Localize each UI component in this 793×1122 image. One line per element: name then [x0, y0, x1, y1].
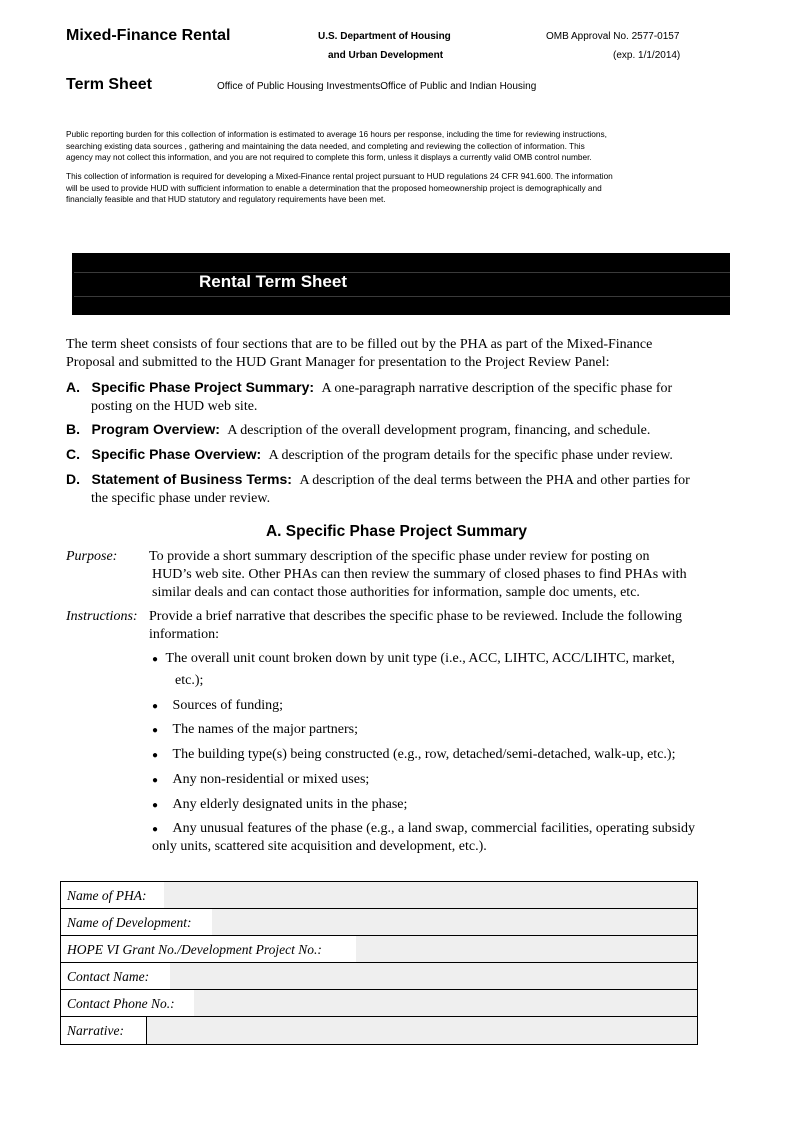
purpose-notice-line: will be used to provide HUD with sufficient information to enable a determination that the proposed homeownership project is demographically and — [66, 182, 602, 193]
bullet-item: ● Any elderly designated units in the phase; — [152, 797, 408, 812]
bullet-icon: ● — [152, 800, 159, 811]
project-info-form — [60, 881, 698, 1045]
narrative-label: Narrative: — [61, 1017, 124, 1044]
bullet-icon: ● — [152, 824, 159, 835]
section-item-a — [66, 378, 746, 416]
banner-title: Rental Term Sheet — [199, 272, 348, 291]
section-letter: C. — [66, 446, 80, 462]
section-label: Statement of Business Terms: — [91, 471, 292, 487]
bullet-icon: ● — [152, 750, 159, 761]
development-name-label: Name of Development: — [61, 909, 191, 935]
form-title-line2: Term Sheet — [66, 76, 152, 93]
bullet-item: ● Any unusual features of the phase (e.g., a land swap, commercial facilities, operating subsidy — [152, 821, 696, 836]
section-letter: A. — [66, 379, 80, 395]
pha-name-label: Name of PHA: — [61, 882, 146, 908]
burden-notice-line: Public reporting burden for this collection of information is estimated to average 16 hours per response, including the time for reviewing instructions, — [66, 129, 607, 139]
section-letter: D. — [66, 471, 80, 487]
purpose-text — [149, 548, 650, 566]
form-row-contact-phone — [61, 990, 697, 1017]
form-row-narrative — [61, 1017, 697, 1044]
section-description-cont: posting on the HUD web site. — [91, 399, 258, 414]
development-name-input[interactable] — [212, 909, 697, 935]
section-description-cont: the specific phase under review. — [91, 491, 271, 506]
section-description: A description of the deal terms between the PHA and other parties for — [299, 473, 690, 488]
contact-phone-label: Contact Phone No.: — [61, 990, 175, 1016]
bullet-icon: ● — [152, 654, 159, 665]
bullet-item: ● The building type(s) being constructed (e.g., row, detached/semi-detached, walk-up, etc.); — [152, 747, 676, 762]
purpose-notice-line: This collection of information is required for developing a Mixed-Finance rental project pursuant to HUD regulations 24 CFR 941.600. The information — [66, 171, 613, 181]
intro-line: The term sheet consists of four sections that are to be filled out by the PHA as part of the Mixed-Finance — [66, 337, 653, 352]
section-item-b — [66, 420, 746, 440]
section-item-c — [66, 445, 746, 465]
section-label: Program Overview: — [91, 421, 220, 437]
department-line1: U.S. Department of Housing — [318, 31, 451, 42]
banner-divider — [74, 272, 730, 273]
instructions-text — [149, 608, 682, 644]
instructions-label: Instructions: — [66, 609, 138, 624]
bullet-icon: ● — [152, 725, 159, 736]
grant-number-input[interactable] — [356, 936, 697, 962]
pha-name-input[interactable] — [164, 882, 697, 908]
bullet-item: ● The overall unit count broken down by unit type (i.e., ACC, LIHTC, ACC/LIHTC, market, — [152, 651, 675, 666]
expiration-date: (exp. 1/1/2014) — [613, 50, 681, 61]
contact-name-label: Contact Name: — [61, 963, 149, 989]
section-label: Specific Phase Project Summary: — [91, 379, 315, 395]
form-title-line1: Mixed-Finance Rental — [66, 27, 231, 44]
purpose-label: Purpose: — [66, 549, 118, 564]
burden-notice-line: searching existing data sources , gathering and maintaining the data needed, and completing and reviewing the collection of information. This — [66, 140, 585, 151]
purpose-line: similar deals and can contact those authorities for information, sample doc uments, etc. — [152, 585, 640, 600]
grant-number-label: HOPE VI Grant No./Development Project No.: — [61, 936, 322, 962]
purpose-notice — [66, 171, 728, 206]
contact-phone-input[interactable] — [194, 990, 697, 1016]
contact-name-input[interactable] — [170, 963, 697, 989]
omb-approval: OMB Approval No. 2577-0157 — [546, 31, 680, 42]
section-description: A description of the overall development program, financing, and schedule. — [227, 423, 651, 438]
purpose-line: To provide a short summary description of the specific phase under review for posting on — [149, 549, 650, 564]
bullet-item: ● Sources of funding; — [152, 698, 283, 713]
section-description: A one-paragraph narrative description of the specific phase for — [321, 381, 673, 396]
burden-notice-line: agency may not collect this information, and you are not required to complete this form, unless it displays a currently valid OMB control number. — [66, 152, 592, 163]
purpose-line: HUD’s web site. Other PHAs can then review the summary of closed phases to find PHAs with — [152, 567, 687, 582]
instructions-line: Provide a brief narrative that describes the specific phase to be reviewed. Include the following — [149, 609, 682, 624]
purpose-notice-line: financially feasible and that HUD statutory and regulatory requirements have been met. — [66, 194, 386, 205]
section-letter: B. — [66, 421, 80, 437]
bullet-item-cont: only units, scattered site acquisition and development, etc.). — [152, 839, 487, 854]
section-label: Specific Phase Overview: — [91, 446, 262, 462]
instructions-line: information: — [149, 627, 219, 642]
title-banner — [72, 253, 730, 315]
intro-paragraph — [66, 336, 652, 372]
bullet-icon: ● — [152, 775, 159, 786]
form-row-development — [61, 909, 697, 936]
form-row-grant — [61, 936, 697, 963]
section-item-d — [66, 470, 746, 508]
purpose-text-cont — [152, 566, 687, 602]
section-a-heading: A. Specific Phase Project Summary — [265, 523, 528, 540]
department-line2: and Urban Development — [328, 50, 444, 61]
office-line: Office of Public Housing InvestmentsOffice of Public and Indian Housing — [217, 81, 537, 92]
section-description: A description of the program details for the specific phase under review. — [268, 448, 673, 463]
intro-line: Proposal and submitted to the HUD Grant Manager for presentation to the Project Review Panel: — [66, 355, 610, 370]
bullet-icon: ● — [152, 701, 159, 712]
bullet-item: ● Any non-residential or mixed uses; — [152, 772, 370, 787]
banner-divider — [74, 296, 730, 297]
narrative-input[interactable] — [146, 1017, 697, 1044]
form-row-contact-name — [61, 963, 697, 990]
bullet-item-cont: etc.); — [175, 673, 204, 688]
burden-notice — [66, 129, 728, 164]
form-row-pha — [61, 882, 697, 909]
bullet-item: ● The names of the major partners; — [152, 722, 358, 737]
